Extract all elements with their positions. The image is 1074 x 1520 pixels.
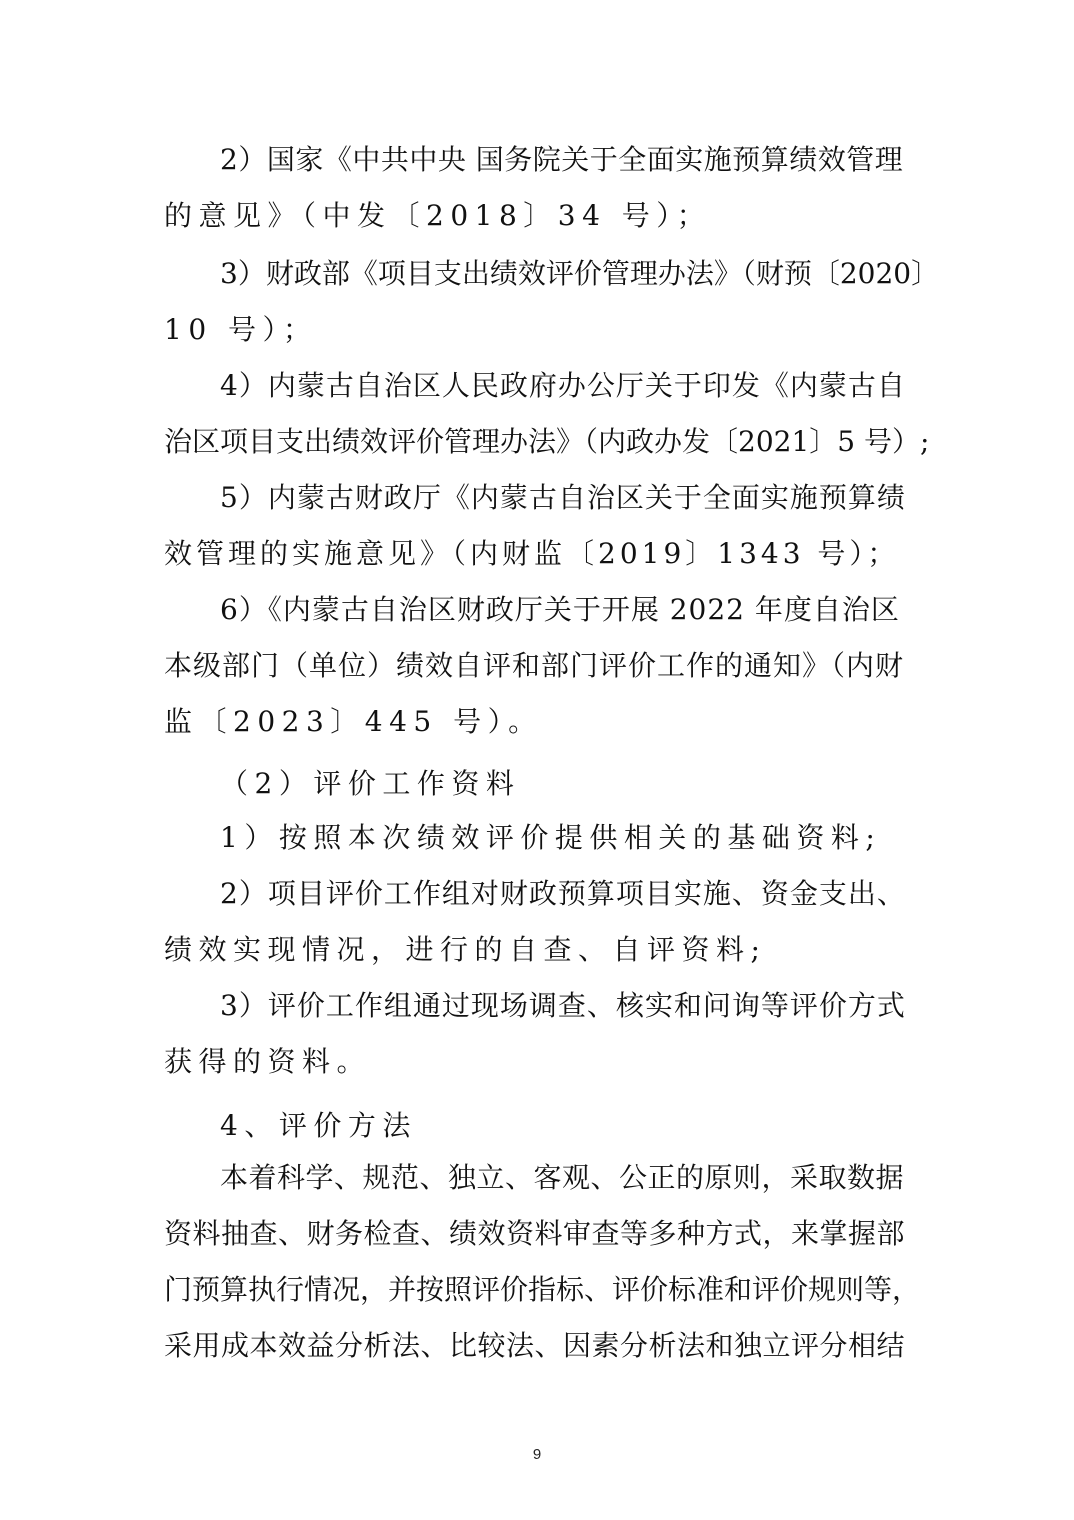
basis-item-6-line-2: 本级部门（单位）绩效自评和部门评价工作的通知》（内财 <box>164 649 905 682</box>
basis-item-5-line-1: 5）内蒙古财政厅《内蒙古自治区关于全面实施预算绩 <box>220 481 906 514</box>
section-heading-evaluation-materials: （2）评价工作资料 <box>220 767 521 800</box>
page-number: 9 <box>532 1446 542 1463</box>
basis-item-3-line-2: 10 号）； <box>164 313 318 346</box>
materials-item-1: 1）按照本次绩效评价提供相关的基础资料; <box>220 821 882 854</box>
method-paragraph-line-2: 资料抽查、财务检查、绩效资料审查等多种方式，来掌握部 <box>164 1217 906 1250</box>
materials-item-2-line-2: 绩效实现情况，进行的自查、自评资料; <box>164 933 767 966</box>
section-heading-evaluation-method: 4、评价方法 <box>220 1109 417 1142</box>
method-paragraph-line-1: 本着科学、规范、独立、客观、公正的原则，采取数据 <box>220 1161 905 1194</box>
basis-item-6-line-1: 6）《内蒙古自治区财政厅关于开展 2022 年度自治区 <box>220 593 900 626</box>
basis-item-3-line-1: 3）财政部《项目支出绩效评价管理办法》（财预〔2020〕 <box>220 257 940 290</box>
method-paragraph-line-4: 采用成本效益分析法、比较法、因素分析法和独立评分相结 <box>164 1329 906 1362</box>
basis-item-2-line-2: 的意见》（中发〔2018〕34 号）； <box>164 199 712 232</box>
method-paragraph-line-3: 门预算执行情况，并按照评价指标、评价标准和评价规则等， <box>164 1273 921 1306</box>
basis-item-5-line-2: 效管理的实施意见》（内财监〔2019〕1343 号）； <box>164 537 900 570</box>
basis-item-2-line-1: 2）国家《中共中央 国务院关于全面实施预算绩效管理 <box>220 143 904 176</box>
basis-item-4-line-2: 治区项目支出绩效评价管理办法》（内政办发〔2021〕5 号）; <box>164 425 930 458</box>
basis-item-6-line-3: 监〔2023〕445 号）。 <box>164 705 543 738</box>
basis-item-4-line-1: 4）内蒙古自治区人民政府办公厅关于印发《内蒙古自 <box>220 369 906 402</box>
materials-item-3-line-1: 3）评价工作组通过现场调查、核实和问询等评价方式 <box>220 989 906 1022</box>
materials-item-3-line-2: 获得的资料。 <box>164 1045 372 1078</box>
materials-item-2-line-1: 2）项目评价工作组对财政预算项目实施、资金支出、 <box>220 877 906 910</box>
